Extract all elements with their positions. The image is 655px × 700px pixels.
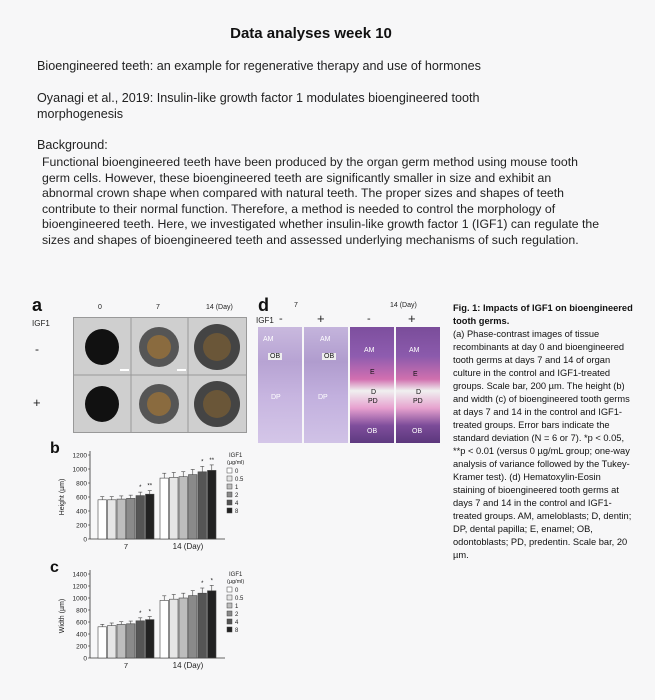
legend-label: 0 xyxy=(235,588,239,594)
significance-mark: ** xyxy=(209,457,215,464)
bar xyxy=(198,472,207,539)
y-axis-label: Width (µm) xyxy=(59,598,66,634)
x-tick-label: 14 (Day) xyxy=(172,661,204,670)
panel-a-letter: a xyxy=(32,295,43,315)
significance-mark: * xyxy=(139,485,142,492)
bar xyxy=(136,496,145,539)
chart-width xyxy=(30,560,260,685)
bar xyxy=(117,499,126,539)
y-tick-label: 0 xyxy=(83,536,87,544)
panel-a-minus: - xyxy=(35,342,39,356)
bar xyxy=(98,500,107,539)
caption-title: Fig. 1: Impacts of IGF1 on bioengineered tooth germs. xyxy=(453,303,633,326)
label-ob: OB xyxy=(412,428,423,435)
panel-d-day7: 7 xyxy=(294,302,298,309)
label-am: AM xyxy=(263,336,274,343)
bar xyxy=(108,626,117,658)
bar xyxy=(160,600,169,658)
panel-letter: c xyxy=(50,560,59,576)
panel-d-day14: 14 (Day) xyxy=(390,302,417,309)
y-tick-label: 1400 xyxy=(72,571,87,579)
label-am: AM xyxy=(320,336,331,343)
histology-day14-control xyxy=(350,327,394,443)
panel-a-day14: 14 (Day) xyxy=(206,304,233,311)
legend-label: 1 xyxy=(235,485,239,491)
reference-line-1: Oyanagi et al., 2019: Insulin-like growth factor 1 modulates bioengineered tooth xyxy=(37,91,480,105)
reference-line-2: morphogenesis xyxy=(37,107,124,121)
significance-mark: * xyxy=(148,609,151,616)
figure-caption xyxy=(453,302,633,562)
significance-mark: ** xyxy=(147,483,153,490)
significance-mark: * xyxy=(139,610,142,617)
bar xyxy=(127,624,136,658)
y-tick-label: 0 xyxy=(83,655,87,663)
bar xyxy=(136,621,145,658)
label-dp: DP xyxy=(271,394,281,401)
legend-label: 2 xyxy=(235,493,239,499)
page-title: Data analyses week 10 xyxy=(230,25,392,42)
background-heading: Background: xyxy=(37,138,108,152)
y-tick-label: 800 xyxy=(76,607,87,615)
panel-d-plus-14: + xyxy=(408,311,416,326)
y-tick-label: 200 xyxy=(76,522,87,530)
y-tick-label: 400 xyxy=(76,508,87,516)
y-tick-label: 600 xyxy=(76,494,87,502)
bar xyxy=(117,624,126,658)
legend-swatch xyxy=(227,468,232,473)
label-d: D xyxy=(416,389,422,396)
legend-label: 2 xyxy=(235,612,239,618)
legend-label: 0.5 xyxy=(235,596,244,602)
legend-label: 0 xyxy=(235,469,239,475)
label-ob: OB xyxy=(270,353,281,360)
bar xyxy=(189,596,198,658)
subtitle: Bioengineered teeth: an example for regenerative therapy and use of hormones xyxy=(37,59,481,73)
panel-d-minus-14: - xyxy=(367,313,371,325)
y-tick-label: 1200 xyxy=(72,452,87,460)
legend-swatch xyxy=(227,587,232,592)
panel-a-images xyxy=(74,318,246,432)
bar xyxy=(160,478,169,539)
label-e: E xyxy=(370,369,375,376)
histology-day14-igf1 xyxy=(396,327,440,443)
legend-label: 0.5 xyxy=(235,477,244,483)
legend-label: 4 xyxy=(235,501,239,507)
legend-label: 8 xyxy=(235,509,239,515)
background-paragraph: Functional bioengineered teeth have been produced by the organ germ method using mouse tooth germ cells. However, these bioengineered teeth are significantly smaller in size and exhibit an abnormal crown shape when compared with natural teeth. The proper sizes and shapes of teeth contribute to their normal function. Therefore, a method is needed to control the morphology of bioengineered teeth. Here, we investigated whether insulin-like growth factor 1 (IGF1) can regulate the sizes and shapes of bioengineered teeth and assessed underlying mechanisms of such regulation. xyxy=(42,155,600,247)
panel-d-igf1-label: IGF1 xyxy=(256,316,274,325)
legend-title: IGF1 xyxy=(229,453,243,459)
bar xyxy=(189,475,198,539)
legend-title: IGF1 xyxy=(229,572,243,578)
legend-swatch xyxy=(227,611,232,616)
y-axis-label: Height (µm) xyxy=(59,478,66,516)
bar xyxy=(108,500,117,539)
panel-a-igf1-label: IGF1 xyxy=(32,319,50,328)
y-tick-label: 1000 xyxy=(72,466,87,474)
bar xyxy=(146,620,155,658)
bar xyxy=(170,599,179,658)
label-am: AM xyxy=(409,347,420,354)
bar xyxy=(179,598,188,658)
y-tick-label: 400 xyxy=(76,631,87,639)
y-tick-label: 200 xyxy=(76,643,87,651)
label-pd: PD xyxy=(368,398,378,405)
y-tick-label: 1200 xyxy=(72,583,87,591)
x-tick-label: 7 xyxy=(123,542,129,551)
legend-title-unit: (µg/ml) xyxy=(227,460,245,466)
label-ob: OB xyxy=(367,428,378,435)
legend-swatch xyxy=(227,595,232,600)
panel-d-letter: d xyxy=(258,295,269,315)
bar xyxy=(146,494,155,539)
figure-1 xyxy=(30,295,640,695)
bar xyxy=(179,477,188,539)
label-pd: PD xyxy=(413,398,423,405)
label-dp: DP xyxy=(318,394,328,401)
bar xyxy=(127,498,136,539)
histology-day7-igf1 xyxy=(304,327,348,443)
legend-title-unit: (µg/ml) xyxy=(227,579,245,585)
panel-a-day7: 7 xyxy=(156,304,160,311)
legend-swatch xyxy=(227,492,232,497)
panel-a-day0: 0 xyxy=(98,304,102,311)
significance-mark: * xyxy=(201,459,204,466)
panel-d-minus-7: - xyxy=(279,313,283,325)
label-ob: OB xyxy=(324,353,335,360)
legend-label: 4 xyxy=(235,620,239,626)
legend-swatch xyxy=(227,603,232,608)
legend-swatch xyxy=(227,500,232,505)
panel-a-plus: + xyxy=(33,395,41,410)
x-tick-label: 7 xyxy=(123,661,129,670)
panel-a-micrographs xyxy=(73,317,247,433)
legend-label: 8 xyxy=(235,628,239,634)
bar xyxy=(98,627,107,658)
legend-swatch xyxy=(227,627,232,632)
label-am: AM xyxy=(364,347,375,354)
legend-swatch xyxy=(227,619,232,624)
panel-letter: b xyxy=(50,441,60,457)
label-d: D xyxy=(371,389,377,396)
legend-label: 1 xyxy=(235,604,239,610)
legend-swatch xyxy=(227,476,232,481)
y-tick-label: 1000 xyxy=(72,595,87,603)
caption-body: (a) Phase-contrast images of tissue recombinants at day 0 and bioengineered tooth germs at days 7 and 14 of organ culture in the control and IGF1-treated groups. Scale bar, 200 µm. The height (b) and width (c) of bioengineered tooth germs at days 7 and 14 in the control and IGF1-treated groups. Error bars indicate the standard deviation (N = 6 or 7). *p < 0.05, **p < 0.01 (versus 0 µg/mL group; one-way analysis of variance followed by the Tukey-Kramer test). (d) Hematoxylin-Eosin staining of bioengineered tooth germs at days 7 and 14 in the control and IGF1-treated groups. AM, ameloblasts; D, dentin; DP, dental papilla; E, enamel; OB, odontoblasts; PD, predentin. Scale bar, 20 µm. xyxy=(453,329,632,560)
legend-swatch xyxy=(227,484,232,489)
panel-d-plus-7: + xyxy=(317,311,325,326)
significance-mark: * xyxy=(201,581,204,588)
bar xyxy=(208,591,217,658)
significance-mark: * xyxy=(210,578,213,585)
bar xyxy=(170,477,179,539)
bar xyxy=(208,470,217,539)
y-tick-label: 600 xyxy=(76,619,87,627)
x-tick-label: 14 (Day) xyxy=(172,542,204,551)
legend-swatch xyxy=(227,508,232,513)
histology-day7-control xyxy=(258,327,302,443)
label-e: E xyxy=(413,371,418,378)
bar xyxy=(198,593,207,658)
y-tick-label: 800 xyxy=(76,480,87,488)
chart-height xyxy=(30,441,260,566)
